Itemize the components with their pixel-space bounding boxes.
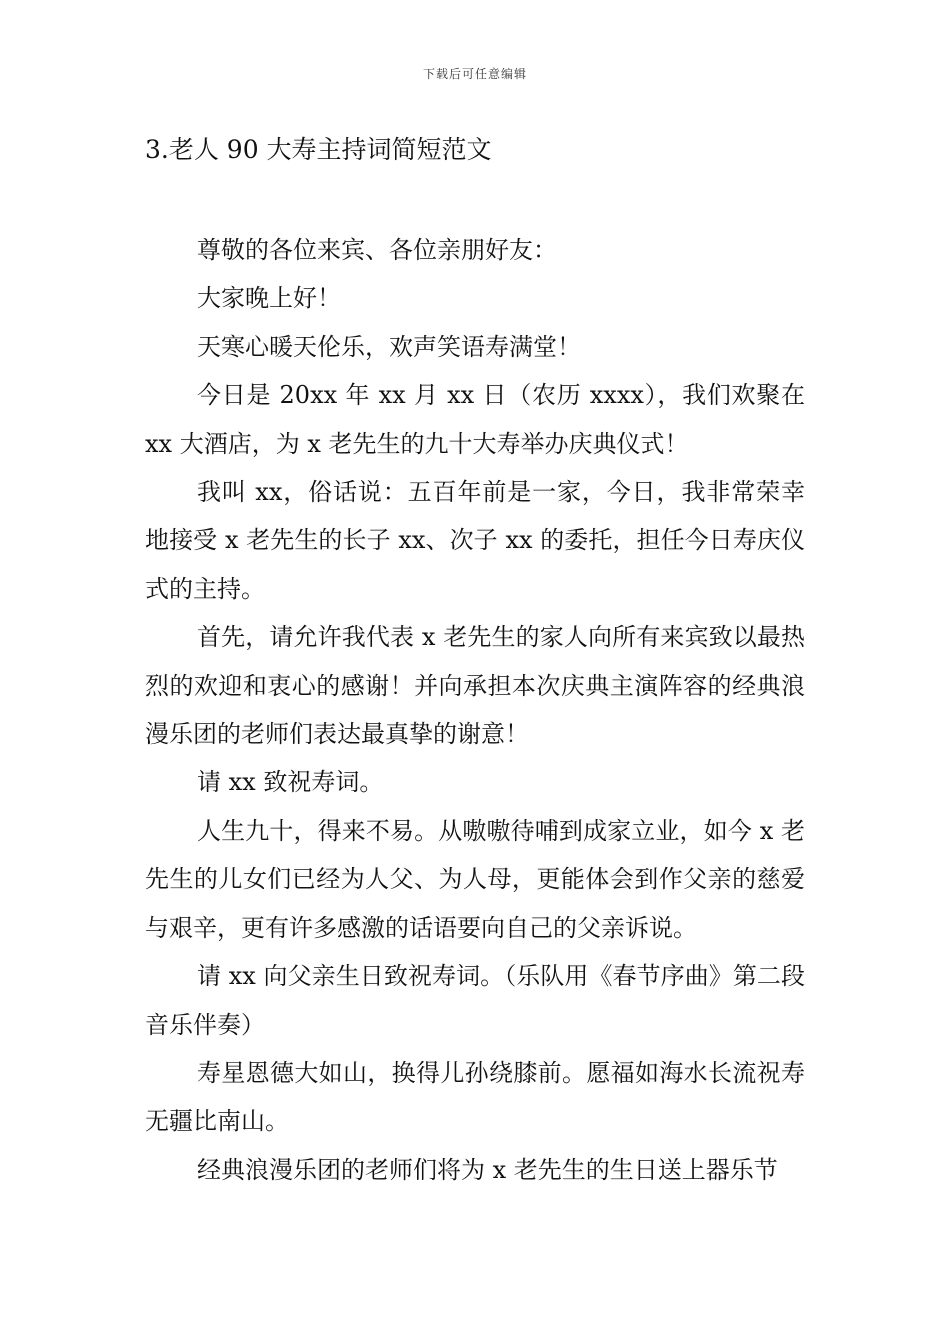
document-title: 3.老人 90 大寿主持词简短范文 <box>145 135 492 164</box>
page-header-note: 下载后可任意编辑 <box>422 67 527 81</box>
paragraph-band-performance: 经典浪漫乐团的老师们将为 x 老先生的生日送上器乐节 <box>197 1155 778 1184</box>
paragraph-couplet: 天寒心暖天伦乐，欢声笑语寿满堂！ <box>197 332 581 361</box>
paragraph-welcome-thanks: 首先，请允许我代表 x 老先生的家人向所有来宾致以最热烈的欢迎和衷心的感谢！并向承担本次庆典主演阵容的经典浪漫乐团的老师们表达最真挚的谢意！ <box>145 623 805 749</box>
document-body <box>145 226 805 1194</box>
paragraph-good-evening: 大家晚上好！ <box>197 284 341 313</box>
paragraph-invite-son-speech: 请 xx 向父亲生日致祝寿词。（乐队用《春节序曲》第二段音乐伴奏） <box>145 962 805 1039</box>
paragraph-host-intro: 我叫 xx，俗话说：五百年前是一家，今日，我非常荣幸地接受 x 老先生的长子 xx、次子 xx 的委托，担任今日寿庆仪式的主持。 <box>145 478 805 603</box>
paragraph-greeting: 尊敬的各位来宾、各位亲朋好友： <box>197 236 557 264</box>
paragraph-invite-speech: 请 xx 致祝寿词。 <box>197 768 384 797</box>
paragraph-life-ninety: 人生九十，得来不易。从嗷嗷待哺到成家立业，如今 x 老先生的儿女们已经为人父、为人母，更能体会到作父亲的慈爱与艰辛，更有许多感激的话语要向自己的父亲诉说。 <box>145 816 805 942</box>
paragraph-blessing-poem: 寿星恩德大如山，换得儿孙绕膝前。愿福如海水长流祝寿无疆比南山。 <box>145 1058 805 1136</box>
paragraph-date-venue: 今日是 20xx 年 xx 月 xx 日（农历 xxxx），我们欢聚在 xx 大酒店，为 x 老先生的九十大寿举办庆典仪式！ <box>145 381 805 458</box>
